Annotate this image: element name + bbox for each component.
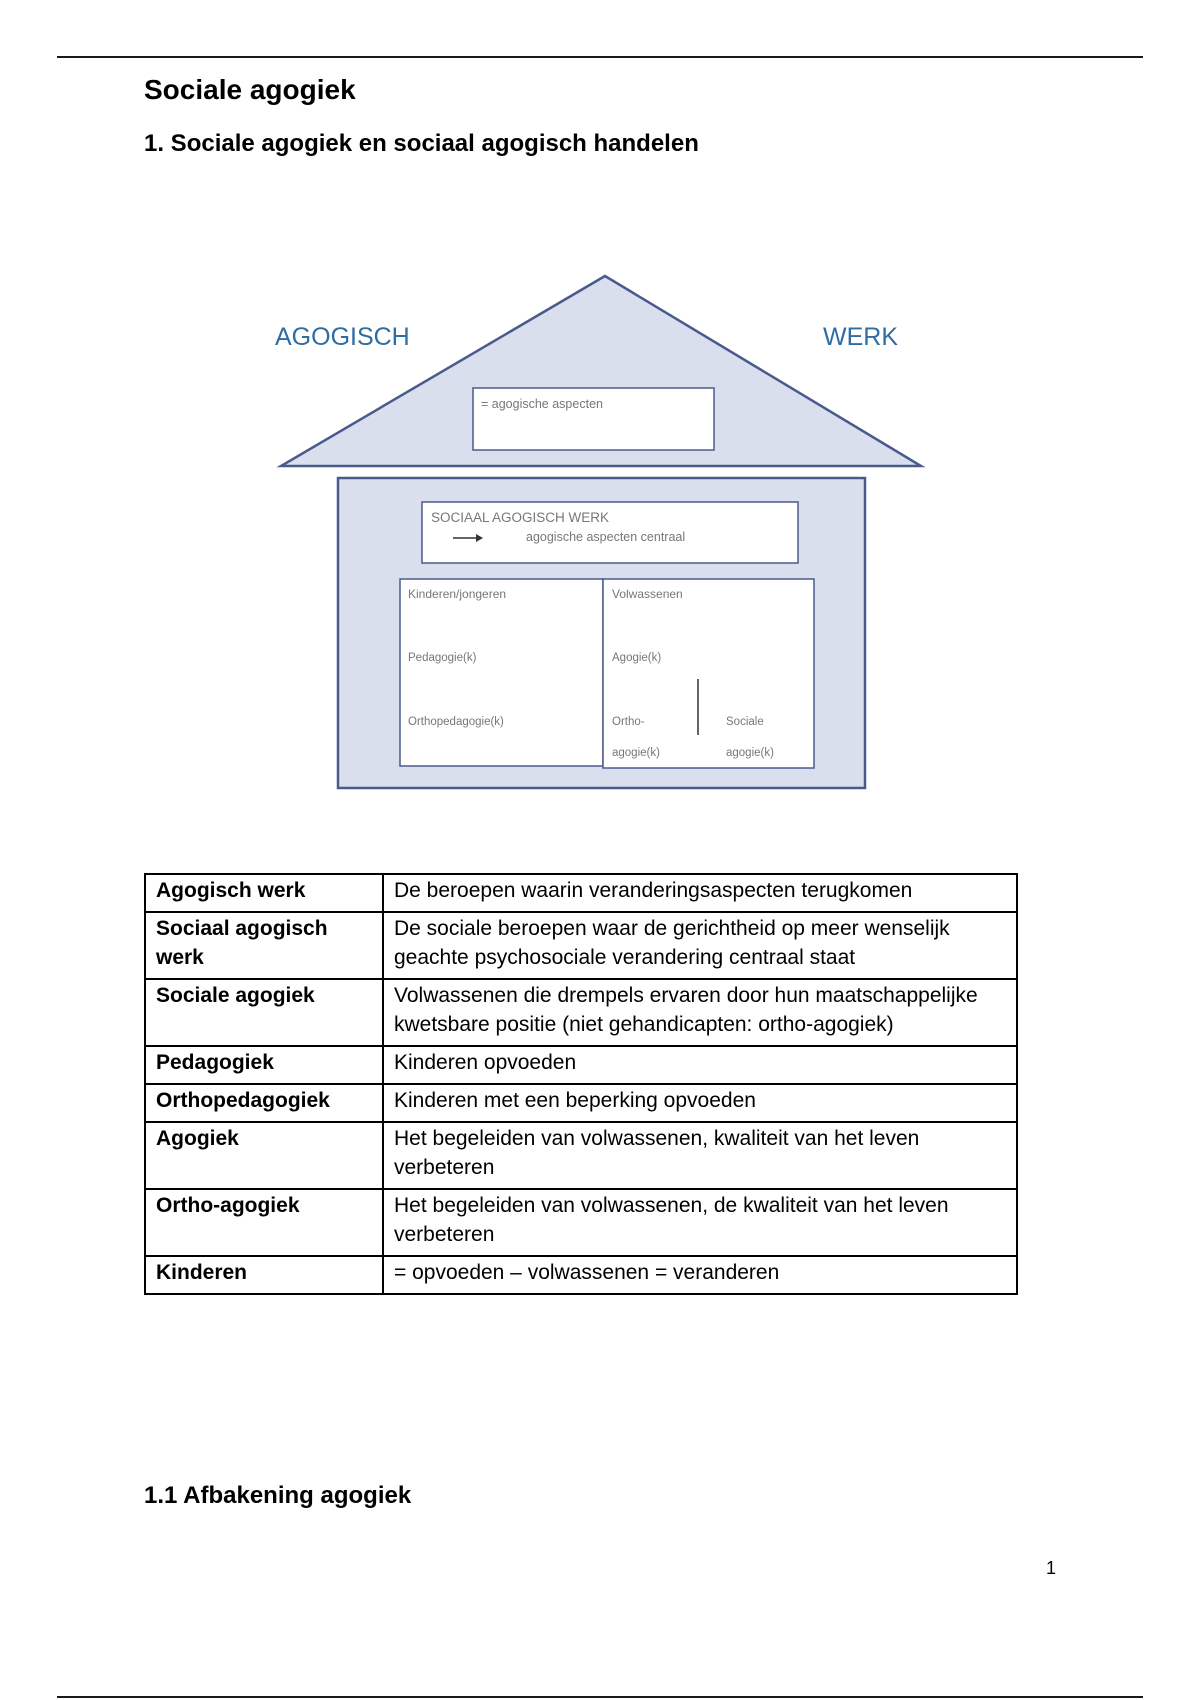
adults-sub-ortho-1: Ortho- bbox=[612, 716, 645, 728]
adults-item-agogie: Agogie(k) bbox=[612, 652, 662, 664]
definition-cell: Volwassenen die drempels ervaren door hun maatschappelijke kwetsbare positie (niet gehandicapten: ortho-agogiek) bbox=[383, 979, 1017, 1046]
term-cell: Sociale agogiek bbox=[145, 979, 383, 1046]
term-cell: Agogiek bbox=[145, 1122, 383, 1189]
children-box bbox=[400, 579, 603, 766]
definition-cell: Kinderen opvoeden bbox=[383, 1046, 1017, 1084]
definitions-table bbox=[144, 873, 1018, 1295]
adults-header: Volwassenen bbox=[612, 587, 683, 601]
adults-box bbox=[603, 579, 814, 768]
roof-label-right: WERK bbox=[823, 323, 898, 351]
children-item-pedagogie: Pedagogie(k) bbox=[408, 652, 477, 664]
term-cell: Sociaal agogisch werk bbox=[145, 912, 383, 979]
page-title: Sociale agogiek bbox=[144, 74, 356, 105]
central-box-title: SOCIAAL AGOGISCH WERK bbox=[431, 510, 610, 525]
term-cell: Kinderen bbox=[145, 1256, 383, 1294]
table-row bbox=[145, 874, 1017, 912]
table-row bbox=[145, 979, 1017, 1046]
section-heading-1-1: 1.1 Afbakening agogiek bbox=[144, 1482, 412, 1509]
table-row bbox=[145, 1122, 1017, 1189]
table-row bbox=[145, 912, 1017, 979]
adults-sub-sociale-1: Sociale bbox=[726, 716, 764, 728]
definition-cell: Kinderen met een beperking opvoeden bbox=[383, 1084, 1017, 1122]
section-heading-1: 1. Sociale agogiek en sociaal agogisch handelen bbox=[144, 130, 699, 157]
definition-cell: De sociale beroepen waar de gerichtheid op meer wenselijk geachte psychosociale verandering centraal staat bbox=[383, 912, 1017, 979]
term-cell: Agogisch werk bbox=[145, 874, 383, 912]
roof-label-left: AGOGISCH bbox=[275, 323, 410, 351]
term-cell: Pedagogiek bbox=[145, 1046, 383, 1084]
term-cell: Ortho-agogiek bbox=[145, 1189, 383, 1256]
table-row bbox=[145, 1046, 1017, 1084]
page-number: 1 bbox=[1046, 1558, 1057, 1578]
adults-sub-sociale-2: agogie(k) bbox=[726, 747, 774, 759]
definition-cell: = opvoeden – volwassenen = veranderen bbox=[383, 1256, 1017, 1294]
footer-rule bbox=[57, 1696, 1143, 1698]
table-row bbox=[145, 1189, 1017, 1256]
definition-cell: De beroepen waarin veranderingsaspecten terugkomen bbox=[383, 874, 1017, 912]
table-row bbox=[145, 1084, 1017, 1122]
agogisch-werk-house-diagram bbox=[0, 0, 1200, 800]
definition-cell: Het begeleiden van volwassenen, de kwaliteit van het leven verbeteren bbox=[383, 1189, 1017, 1256]
children-item-orthopedagogie: Orthopedagogie(k) bbox=[408, 716, 504, 728]
children-header: Kinderen/jongeren bbox=[408, 587, 507, 601]
central-box-sub: agogische aspecten centraal bbox=[526, 530, 686, 544]
roof-box-label: = agogische aspecten bbox=[481, 397, 603, 411]
definition-cell: Het begeleiden van volwassenen, kwaliteit van het leven verbeteren bbox=[383, 1122, 1017, 1189]
adults-sub-ortho-2: agogie(k) bbox=[612, 747, 660, 759]
table-row bbox=[145, 1256, 1017, 1294]
term-cell: Orthopedagogiek bbox=[145, 1084, 383, 1122]
